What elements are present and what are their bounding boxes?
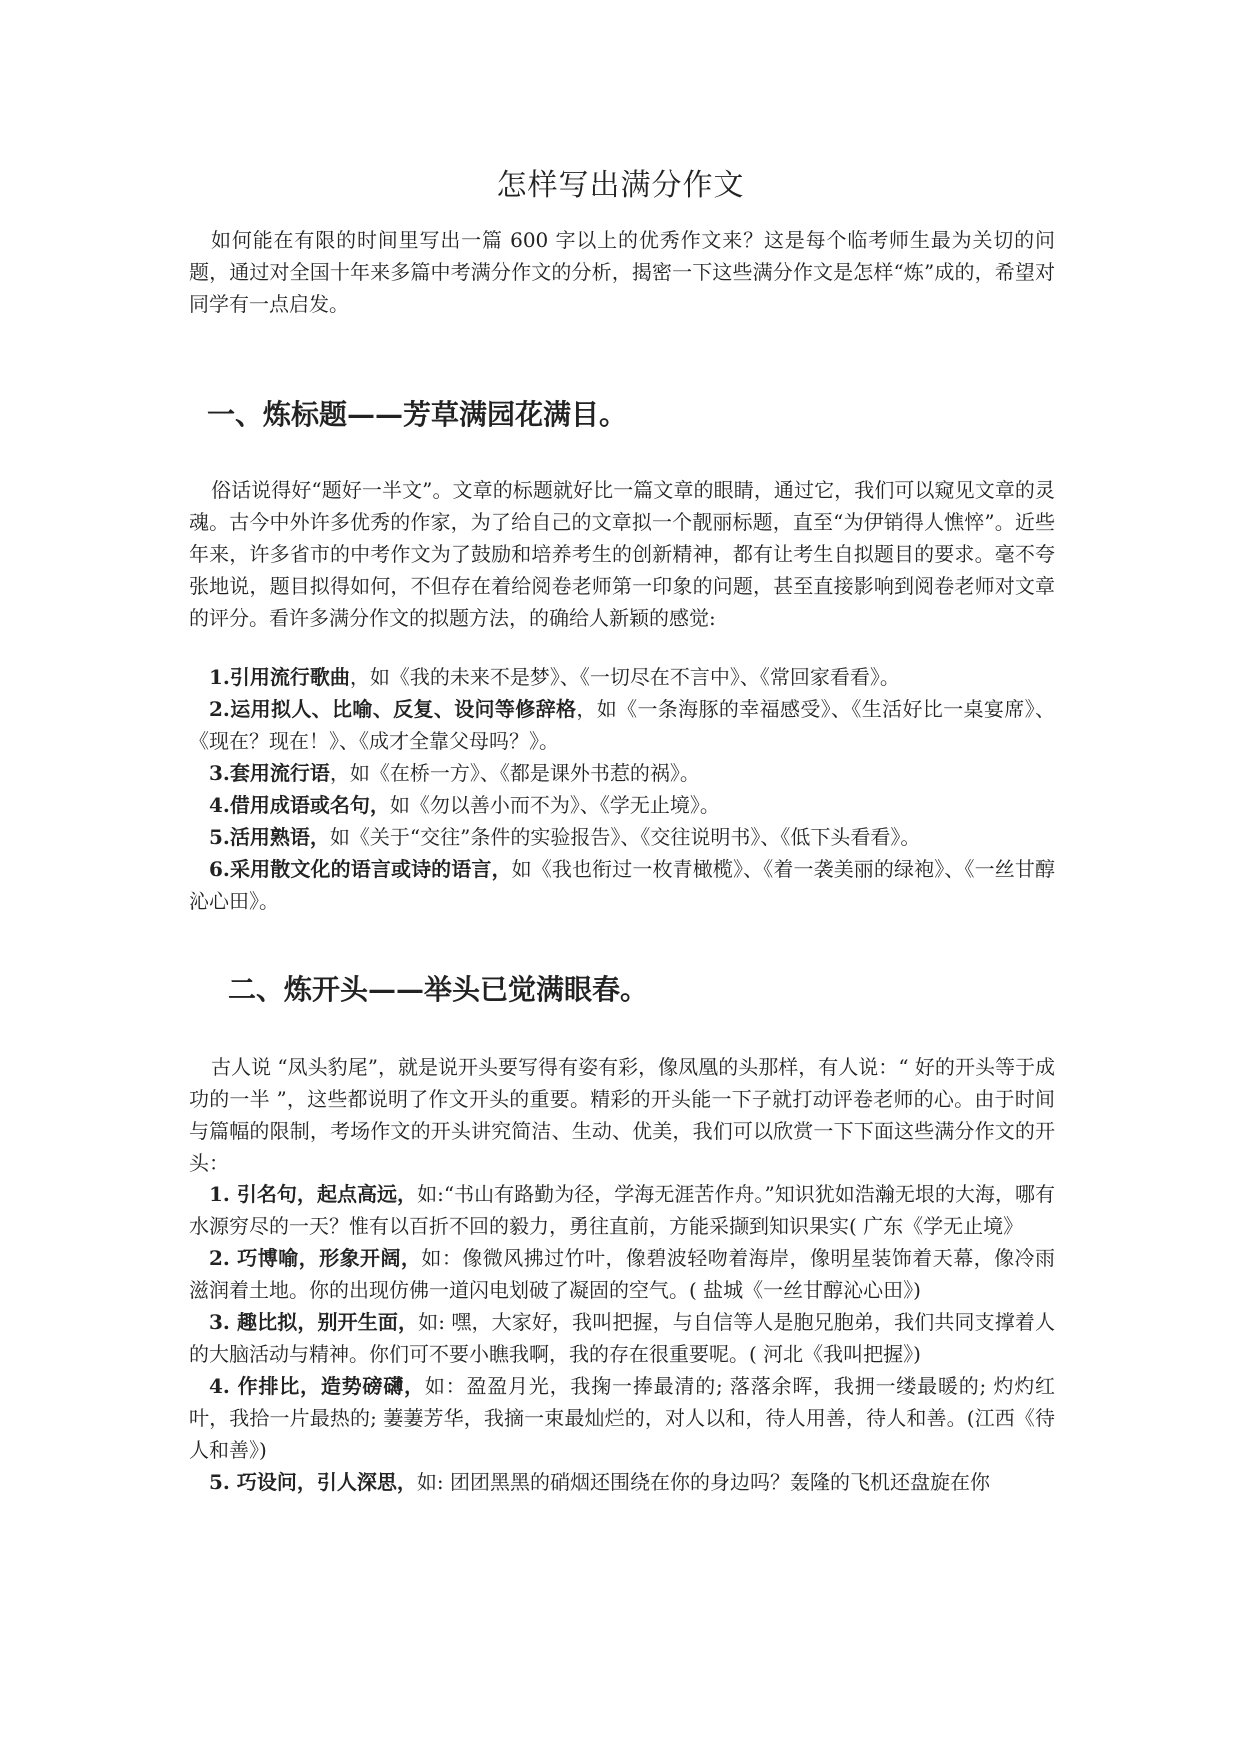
list-item [189, 1306, 1055, 1370]
section2-body [189, 1051, 1055, 1179]
item-lead: 4. 作排比，造势磅礴， [209, 1374, 425, 1398]
list-item [189, 1466, 1055, 1498]
intro-paragraph: 如何能在有限的时间里写出一篇 600 字以上的优秀作文来？这是每个临考师生最为关切的问题，通过对全国十年来多篇中考满分作文的分析，揭密一下这些满分作文是怎样“炼”成的，希望对同学有一点启发。 [189, 228, 1055, 316]
item-text: ，如《在桥一方》、《都是课外书惹的祸》。 [329, 761, 700, 785]
document-title: 怎样写出满分作文 [496, 168, 745, 203]
item-lead: 4.借用成语或名句， [209, 793, 390, 817]
section1-body [189, 474, 1055, 634]
item-lead: 6.采用散文化的语言或诗的语言， [209, 857, 512, 881]
list-item [189, 661, 1055, 693]
item-text: 如：像微风拂过竹叶，像碧波轻吻着海岸，像明星装饰着天幕，像冷雨滋润着土地。你的出现仿佛一道闪电划破了凝固的空气。( 盐城《一丝甘醇沁心田》) [189, 1246, 1056, 1302]
item-lead: 5.活用熟语， [209, 825, 330, 849]
item-lead: 3. 趣比拟，别开生面， [209, 1310, 419, 1334]
item-lead: 1. 引名句，起点高远， [209, 1182, 418, 1206]
item-text: 如《关于“交往”条件的实验报告》、《交往说明书》、《低下头看看》。 [329, 825, 921, 849]
item-text: 如《勿以善小而不为》、《学无止境》。 [389, 793, 720, 817]
item-text: 如: 嘿，大家好，我叫把握，与自信等人是胞兄胞弟，我们共同支撑着人的大脑活动与精神。你们可不要小瞧我啊，我的存在很重要呢。( 河北《我叫把握》) [189, 1310, 1055, 1366]
item-text: 如: 团团黑黑的硝烟还围绕在你的身边吗？轰隆的飞机还盘旋在你 [416, 1470, 990, 1494]
item-lead: 3.套用流行语 [209, 761, 330, 785]
section2-paragraph: 古人说 “凤头豹尾”，就是说开头要写得有姿有彩，像凤凰的头那样，有人说：“ 好的开头等于成功的一半 ”，这些都说明了作文开头的重要。精彩的开头能一下子就打动评卷老师的心。由于时间与篇幅的限制，考场作文的开头讲究简洁、生动、优美，我们可以欣赏一下下面这些满分作文的开头： [189, 1055, 1055, 1175]
item-text: 如《我也衔过一枚青橄榄》、《着一袭美丽的绿袍》、《一丝甘醇沁心田》。 [189, 857, 1055, 913]
item-text: 如:“书山有路勤为径，学海无涯苦作舟。”知识犹如浩瀚无垠的大海，哪有水源穷尽的一天？惟有以百折不回的毅力，勇往直前，方能采撷到知识果实( 广东《学无止境》 [189, 1182, 1056, 1238]
section1-list [189, 661, 1055, 917]
list-item [189, 853, 1055, 917]
item-text: 如：盈盈月光，我掬一捧最清的; 落落余晖，我拥一缕最暖的; 灼灼红叶，我拾一片最热的; 萋萋芳华，我摘一束最灿烂的，对人以和，待人用善，待人和善。(江西《待人和善》) [189, 1374, 1055, 1462]
intro-block [189, 224, 1055, 320]
list-item [189, 1370, 1055, 1466]
section1-heading: 一、炼标题——芳草满园花满目。 [207, 398, 628, 431]
list-item [189, 757, 1055, 789]
item-text: ，如《我的未来不是梦》、《一切尽在不言中》、《常回家看看》。 [349, 665, 900, 689]
section2-list [189, 1178, 1055, 1498]
list-item [189, 821, 1055, 853]
item-lead: 2. 巧博喻，形象开阔， [209, 1246, 422, 1270]
list-item [189, 1178, 1055, 1242]
section1-paragraph: 俗话说得好“题好一半文”。文章的标题就好比一篇文章的眼睛，通过它，我们可以窥见文章的灵魂。古今中外许多优秀的作家，为了给自己的文章拟一个靓丽标题，直至“为伊销得人憔悴”。近些年来，许多省市的中考作文为了鼓励和培养考生的创新精神，都有让考生自拟题目的要求。毫不夸张地说，题目拟得如何，不但存在着给阅卷老师第一印象的问题，甚至直接影响到阅卷老师对文章的评分。看许多满分作文的拟题方法，的确给人新颖的感觉: [189, 478, 1055, 630]
section2-heading: 二、炼开头——举头已觉满眼春。 [228, 973, 649, 1006]
list-item [189, 1242, 1055, 1306]
list-item [189, 693, 1055, 757]
item-lead: 2.运用拟人、比喻、反复、设问等修辞格 [209, 697, 577, 721]
item-lead: 1.引用流行歌曲 [209, 665, 350, 689]
list-item [189, 789, 1055, 821]
item-text: ，如《一条海豚的幸福感受》、《生活好比一桌宴席》、《现在？现在！》、《成才全靠父母吗？》。 [189, 697, 1055, 753]
item-lead: 5. 巧设问，引人深思， [209, 1470, 417, 1494]
